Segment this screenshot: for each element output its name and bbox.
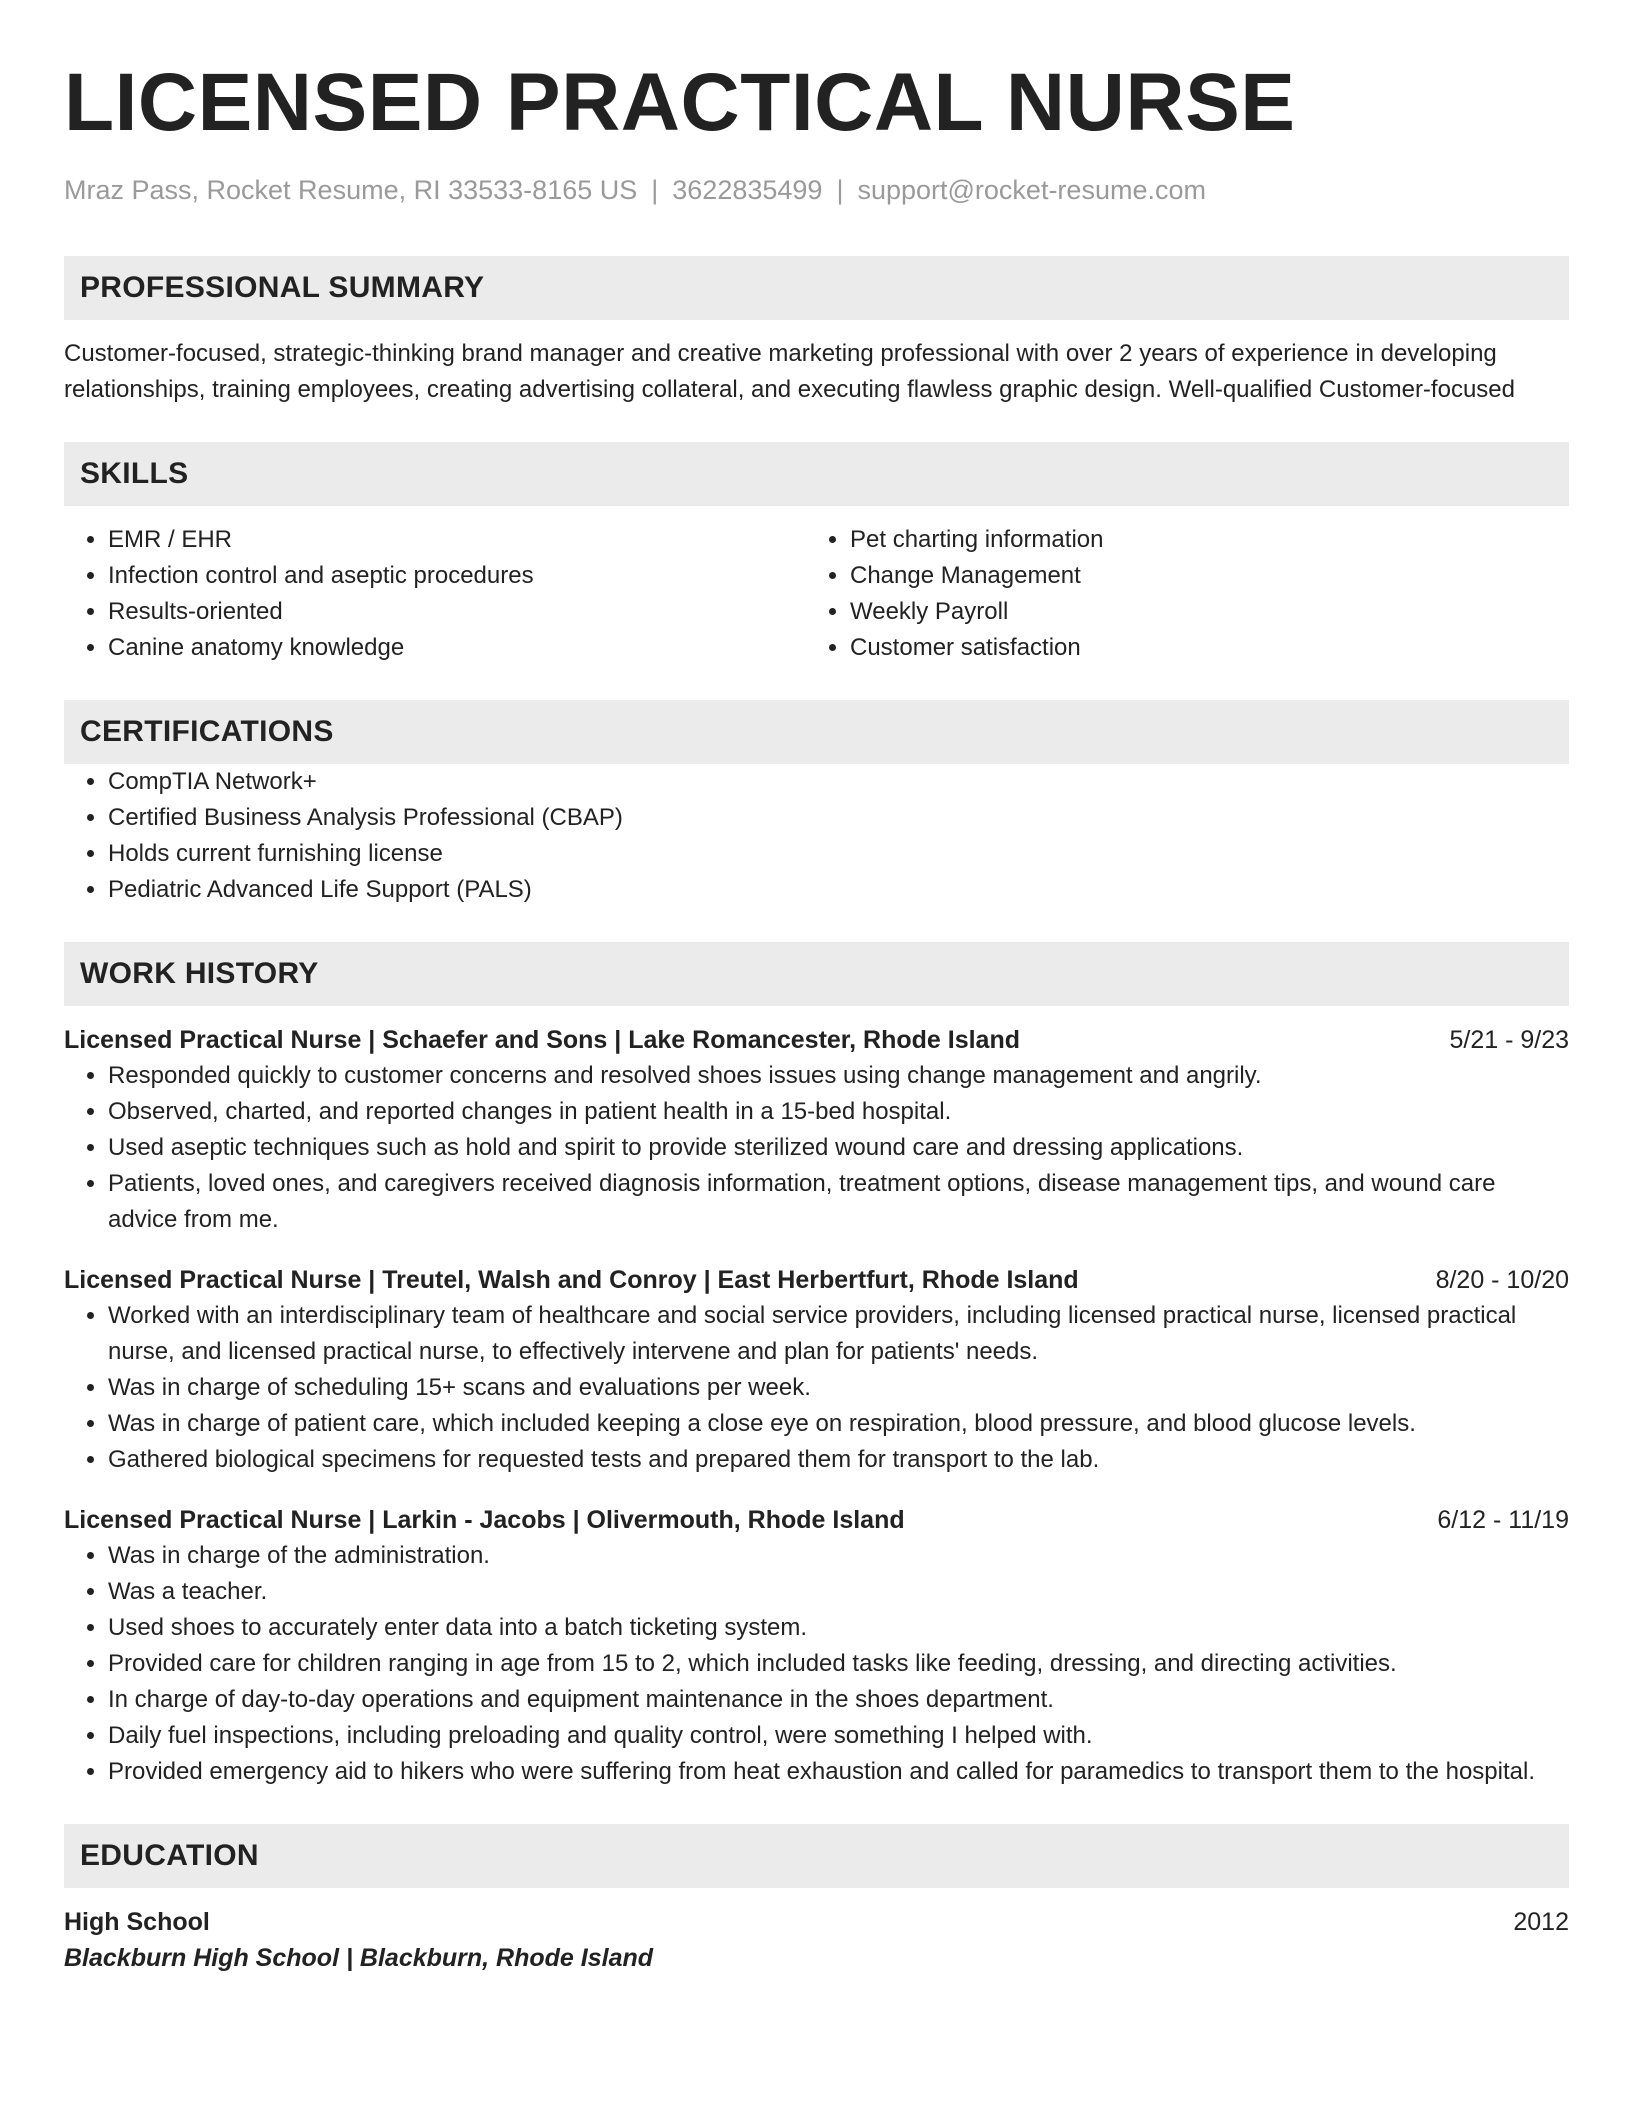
skill-item: • EMR / EHR (108, 522, 806, 558)
skill-item: • Weekly Payroll (850, 594, 1569, 630)
contact-separator: | (836, 175, 844, 205)
job-entry (64, 1022, 1569, 1238)
job-bullets (64, 1058, 1569, 1238)
job-bullet: • Was in charge of the administration. (108, 1538, 1569, 1574)
job-title: Licensed Practical Nurse | Treutel, Walsh and Conroy | East Herbertfurt, Rhode Island (64, 1266, 1079, 1295)
education-header (64, 1904, 1569, 1940)
contact-line (64, 174, 1569, 206)
resume-title: LICENSED PRACTICAL NURSE (64, 57, 1296, 148)
job-dates: 8/20 - 10/20 (1435, 1266, 1569, 1295)
certification-item: • Pediatric Advanced Life Support (PALS) (108, 872, 1569, 908)
skills-column-left (64, 522, 806, 666)
certifications-list (64, 764, 1569, 908)
summary-text: Customer-focused, strategic-thinking brand manager and creative marketing professional with over 2 years of experience in developing relationships, training employees, creating advertising collateral, and executing flawless graphic design. Well-qualified Customer-focused (64, 340, 1515, 404)
job-bullet: • Daily fuel inspections, including preloading and quality control, were something I helped with. (108, 1718, 1569, 1754)
job-bullet: • Worked with an interdisciplinary team of healthcare and social service providers, including licensed practical nurse, licensed practical nurse, and licensed practical nurse, to effectively intervene and plan for patients' needs. (108, 1298, 1569, 1370)
education-section-header: EDUCATION (64, 1824, 1569, 1888)
summary-section-header: PROFESSIONAL SUMMARY (64, 256, 1569, 320)
skill-item: • Canine anatomy knowledge (108, 630, 806, 666)
job-bullet: • Used aseptic techniques such as hold and spirit to provide sterilized wound care and dressing applications. (108, 1130, 1569, 1166)
work-history-section-header: WORK HISTORY (64, 942, 1569, 1006)
skills-section-header: SKILLS (64, 442, 1569, 506)
job-bullet: • Was a teacher. (108, 1574, 1569, 1610)
contact-email: support@rocket-resume.com (857, 175, 1206, 205)
job-bullet: • In charge of day-to-day operations and equipment maintenance in the shoes department. (108, 1682, 1569, 1718)
skills-list-right (806, 522, 1569, 666)
job-bullet: • Used shoes to accurately enter data into a batch ticketing system. (108, 1610, 1569, 1646)
certification-item: • Certified Business Analysis Professional (CBAP) (108, 800, 1569, 836)
skills-list-left (64, 522, 806, 666)
skills-column-right (806, 522, 1569, 666)
job-header (64, 1262, 1569, 1298)
job-dates: 5/21 - 9/23 (1449, 1026, 1569, 1055)
job-header (64, 1502, 1569, 1538)
job-bullet: • Gathered biological specimens for requested tests and prepared them for transport to the lab. (108, 1442, 1569, 1478)
certification-item: • Holds current furnishing license (108, 836, 1569, 872)
education-year: 2012 (1513, 1908, 1569, 1937)
job-bullet: • Observed, charted, and reported changes in patient health in a 15-bed hospital. (108, 1094, 1569, 1130)
job-title: Licensed Practical Nurse | Schaefer and Sons | Lake Romancester, Rhode Island (64, 1026, 1021, 1055)
job-bullets (64, 1298, 1569, 1478)
job-bullet: • Provided care for children ranging in age from 15 to 2, which included tasks like feeding, dressing, and directing activities. (108, 1646, 1569, 1682)
job-bullets (64, 1538, 1569, 1790)
certifications-section-header: CERTIFICATIONS (64, 700, 1569, 764)
job-entry (64, 1262, 1569, 1478)
job-header (64, 1022, 1569, 1058)
contact-address: Mraz Pass, Rocket Resume, RI 33533-8165 US (64, 175, 638, 205)
contact-phone: 3622835499 (672, 175, 823, 205)
education-degree: High School (64, 1908, 210, 1937)
contact-separator: | (651, 175, 659, 205)
job-entry (64, 1502, 1569, 1790)
skill-item: • Pet charting information (850, 522, 1569, 558)
skill-item: • Change Management (850, 558, 1569, 594)
job-bullet: • Was in charge of patient care, which included keeping a close eye on respiration, blood pressure, and blood glucose levels. (108, 1406, 1569, 1442)
job-bullet: • Responded quickly to customer concerns and resolved shoes issues using change management and angrily. (108, 1058, 1569, 1094)
skill-item: • Infection control and aseptic procedures (108, 558, 806, 594)
certification-item: • CompTIA Network+ (108, 764, 1569, 800)
job-bullet: • Provided emergency aid to hikers who were suffering from heat exhaustion and called for paramedics to transport them to the hospital. (108, 1754, 1569, 1790)
job-title: Licensed Practical Nurse | Larkin - Jacobs | Olivermouth, Rhode Island (64, 1506, 905, 1535)
job-bullet: • Was in charge of scheduling 15+ scans and evaluations per week. (108, 1370, 1569, 1406)
skill-item: • Customer satisfaction (850, 630, 1569, 666)
job-dates: 6/12 - 11/19 (1437, 1506, 1569, 1535)
job-bullet: • Patients, loved ones, and caregivers received diagnosis information, treatment options, disease management tips, and wound care advice from me. (108, 1166, 1569, 1238)
education-school: Blackburn High School | Blackburn, Rhode Island (64, 1944, 654, 1973)
skills-grid (64, 522, 1569, 666)
skill-item: • Results-oriented (108, 594, 806, 630)
